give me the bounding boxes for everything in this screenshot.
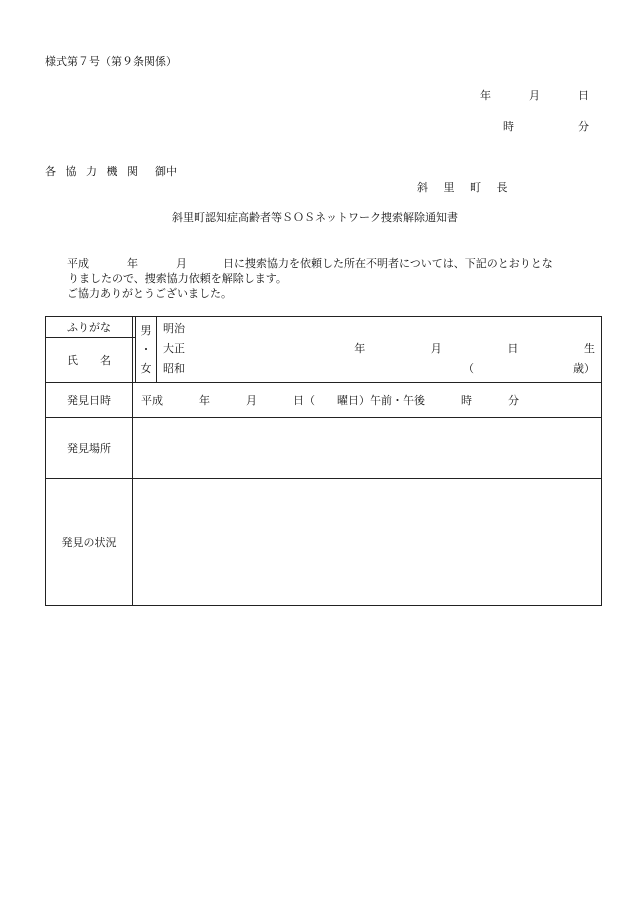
date-year: 年	[480, 89, 491, 102]
birth-taisho-row	[163, 339, 601, 359]
body-line-3: ご協力ありがとうございました。	[67, 287, 232, 300]
found-datetime-label: 発見日時	[46, 383, 133, 418]
found-ampm: 午前・午後	[370, 394, 425, 407]
sex-female: 女	[140, 362, 152, 375]
found-era: 平成	[141, 394, 163, 407]
era-meiji: 明治	[163, 322, 185, 335]
body-era: 平成	[67, 257, 89, 270]
body-year: 年	[127, 257, 138, 270]
era-showa: 昭和	[163, 362, 185, 375]
found-place-field	[133, 418, 602, 479]
addressee-name: 各 協 力 機 関	[45, 165, 141, 178]
name-label: 氏 名	[46, 338, 133, 383]
form-number: 様式第７号（第９条関係）	[45, 55, 177, 68]
body-month: 月	[176, 257, 187, 270]
era-taisho: 大正	[163, 342, 185, 355]
addressee	[45, 163, 177, 179]
addressee-honorific: 御中	[155, 165, 177, 178]
found-weekday: 曜日）	[337, 394, 370, 407]
found-minute: 分	[508, 394, 519, 407]
age-open: （	[463, 362, 474, 375]
time-hour: 時	[503, 120, 514, 133]
found-day: 日（	[293, 394, 315, 407]
sex-cell	[136, 317, 157, 383]
date-day: 日	[578, 89, 589, 102]
age-close: 歳）	[573, 362, 595, 375]
sex-male: 男	[140, 324, 152, 337]
found-hour: 時	[461, 394, 472, 407]
birth-showa-row	[163, 359, 601, 379]
body-text	[45, 256, 595, 301]
furigana-label: ふりがな	[46, 317, 133, 338]
body-line-2: りましたので、捜索協力依頼を解除します。	[68, 272, 287, 285]
sex-dot: ・	[140, 343, 152, 356]
date-month: 月	[529, 89, 540, 102]
found-situation-label: 発見の状況	[46, 479, 133, 606]
info-table	[45, 316, 602, 606]
date-line	[480, 87, 589, 103]
birth-month: 月	[430, 342, 442, 355]
birth-day: 日	[507, 342, 519, 355]
birth-year: 年	[354, 342, 366, 355]
found-situation-field	[133, 479, 602, 606]
document-title: 斜里町認知症高齢者等ＳＯＳネットワーク捜索解除通知書	[172, 211, 458, 224]
birth-cell	[157, 317, 602, 383]
time-line	[503, 118, 589, 134]
body-line-1	[45, 256, 595, 271]
body-text-1: 日に捜索協力を依頼した所在不明者については、下記のとおりとな	[223, 257, 553, 270]
birth-born: 生	[583, 342, 595, 355]
found-year: 年	[199, 394, 210, 407]
found-place-label: 発見場所	[46, 418, 133, 479]
found-datetime-field	[133, 383, 602, 418]
sender: 斜 里 町 長	[417, 181, 514, 194]
name-field	[133, 338, 136, 383]
found-month: 月	[246, 394, 257, 407]
time-minute: 分	[578, 120, 589, 133]
